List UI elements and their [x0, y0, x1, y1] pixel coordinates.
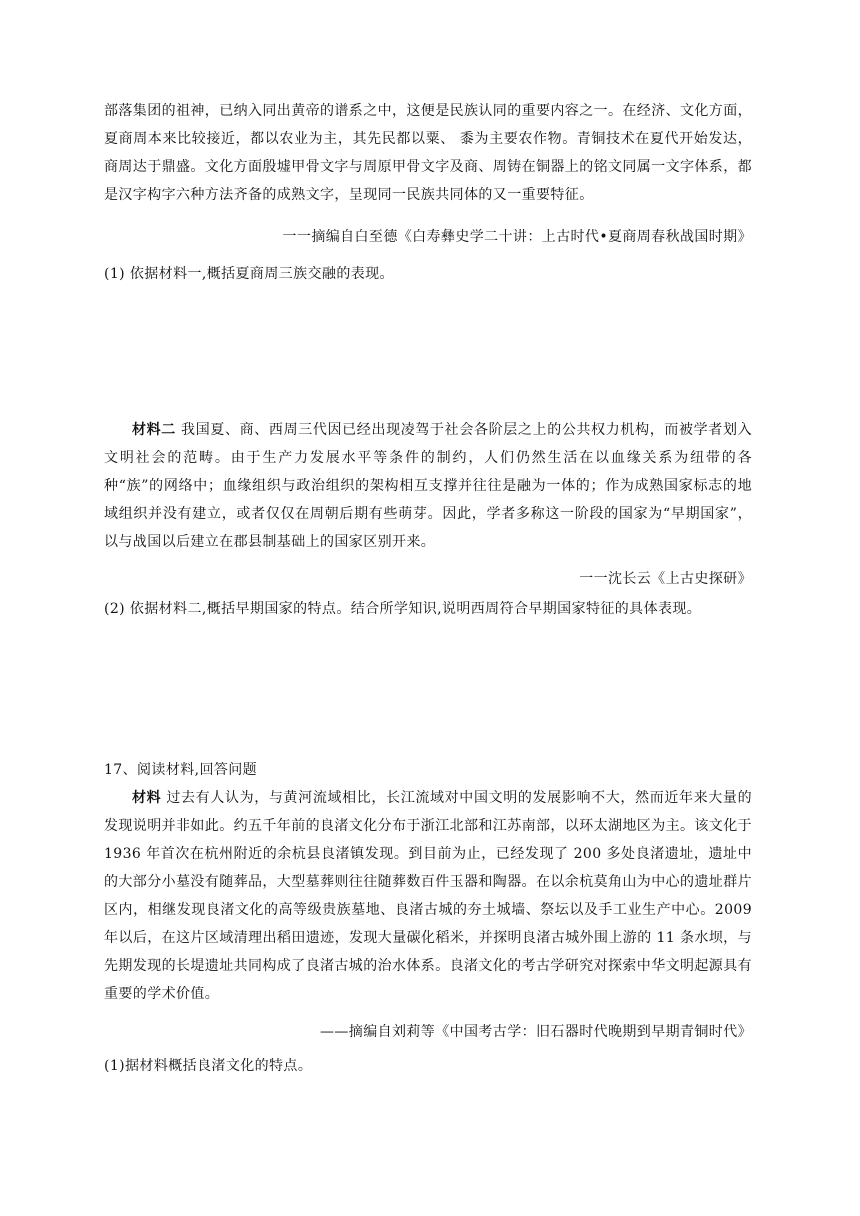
- material1-source: 一一摘编自白至德《白寿彝史学二十讲：上古时代•夏商周春秋战国时期》: [282, 229, 752, 245]
- material2-source: 一一沈长云《上古史探研》: [579, 571, 752, 587]
- question-17-material: [104, 784, 752, 1008]
- material2-paragraph: [104, 416, 752, 556]
- material-text: 过去有人认为，与黄河流域相比，长江流域对中国文明的发展影响不大，然而近年来大量的发现说明并非如此。约五千年前的良渚文化分布于浙江北部和江苏南部，以环太湖地区为主。该文化于 1936 年首次在杭州附近的余杭县良渚镇发现。到目前为止，已经发现了 200 多处良渚遗址，遗址中的大部分小墓没有随葬品，大型墓葬则往往随葬数百件玉器和陶器。在以余杭莫角山为中心的遗址群片区内，相继发现良渚文化的高等级贵族墓地、良渚古城的夯土城墙、祭坛以及手工业生产中心。2009 年以后，在这片区域清理出稻田遗迹，发现大量碳化稻米，并探明良渚古城外围上游的 11 条水坝，与先期发现的长堤遗址共同构成了良渚古城的治水体系。良渚文化的考古学研究对探索中华文明起源具有重要的学术价值。: [104, 790, 752, 1002]
- question-1: (1) 依据材料一,概括夏商周三族交融的表现。: [104, 266, 394, 282]
- question-17-1: (1)据材料概括良渚文化的特点。: [104, 1058, 313, 1074]
- question-2: (2) 依据材料二,概括早期国家的特点。结合所学知识,说明西周符合早期国家特征的具体表现。: [104, 601, 702, 617]
- question-17-source: ——摘编自刘莉等《中国考古学：旧石器时代晚期到早期青铜时代》: [320, 1024, 752, 1040]
- material2-text: 我国夏、商、西周三代因已经出现凌驾于社会各阶层之上的公共权力机构，而被学者划入文明社会的范畴。由于生产力发展水平等条件的制约，人们仍然生活在以血缘关系为纽带的各种“族”的网络中；血缘组织与政治组织的架构相互支撑并往往是融为一体的；作为成熟国家标志的地域组织并没有建立，或者仅仅在周朝后期有些萌芽。因此，学者多称这一阶段的国家为“早期国家”，以与战国以后建立在郡县制基础上的国家区别开来。: [104, 422, 753, 550]
- material1-text: 部落集团的祖神，已纳入同出黄帝的谱系之中，这便是民族认同的重要内容之一。在经济、文化方面，夏商周本来比较接近，都以农业为主，其先民都以粟、 黍为主要农作物。青铜技术在夏代开始发达，商周达于鼎盛。文化方面殷墟甲骨文字与周原甲骨文字及商、周铸在铜器上的铭文同属一文字体系，都是汉字构字六种方法齐备的成熟文字，呈现同一民族共同体的又一重要特征。: [104, 103, 752, 203]
- question-17-header: 17、阅读材料,回答问题: [104, 762, 258, 778]
- material2-label: 材料二: [132, 422, 176, 438]
- material-label: 材料: [132, 790, 162, 806]
